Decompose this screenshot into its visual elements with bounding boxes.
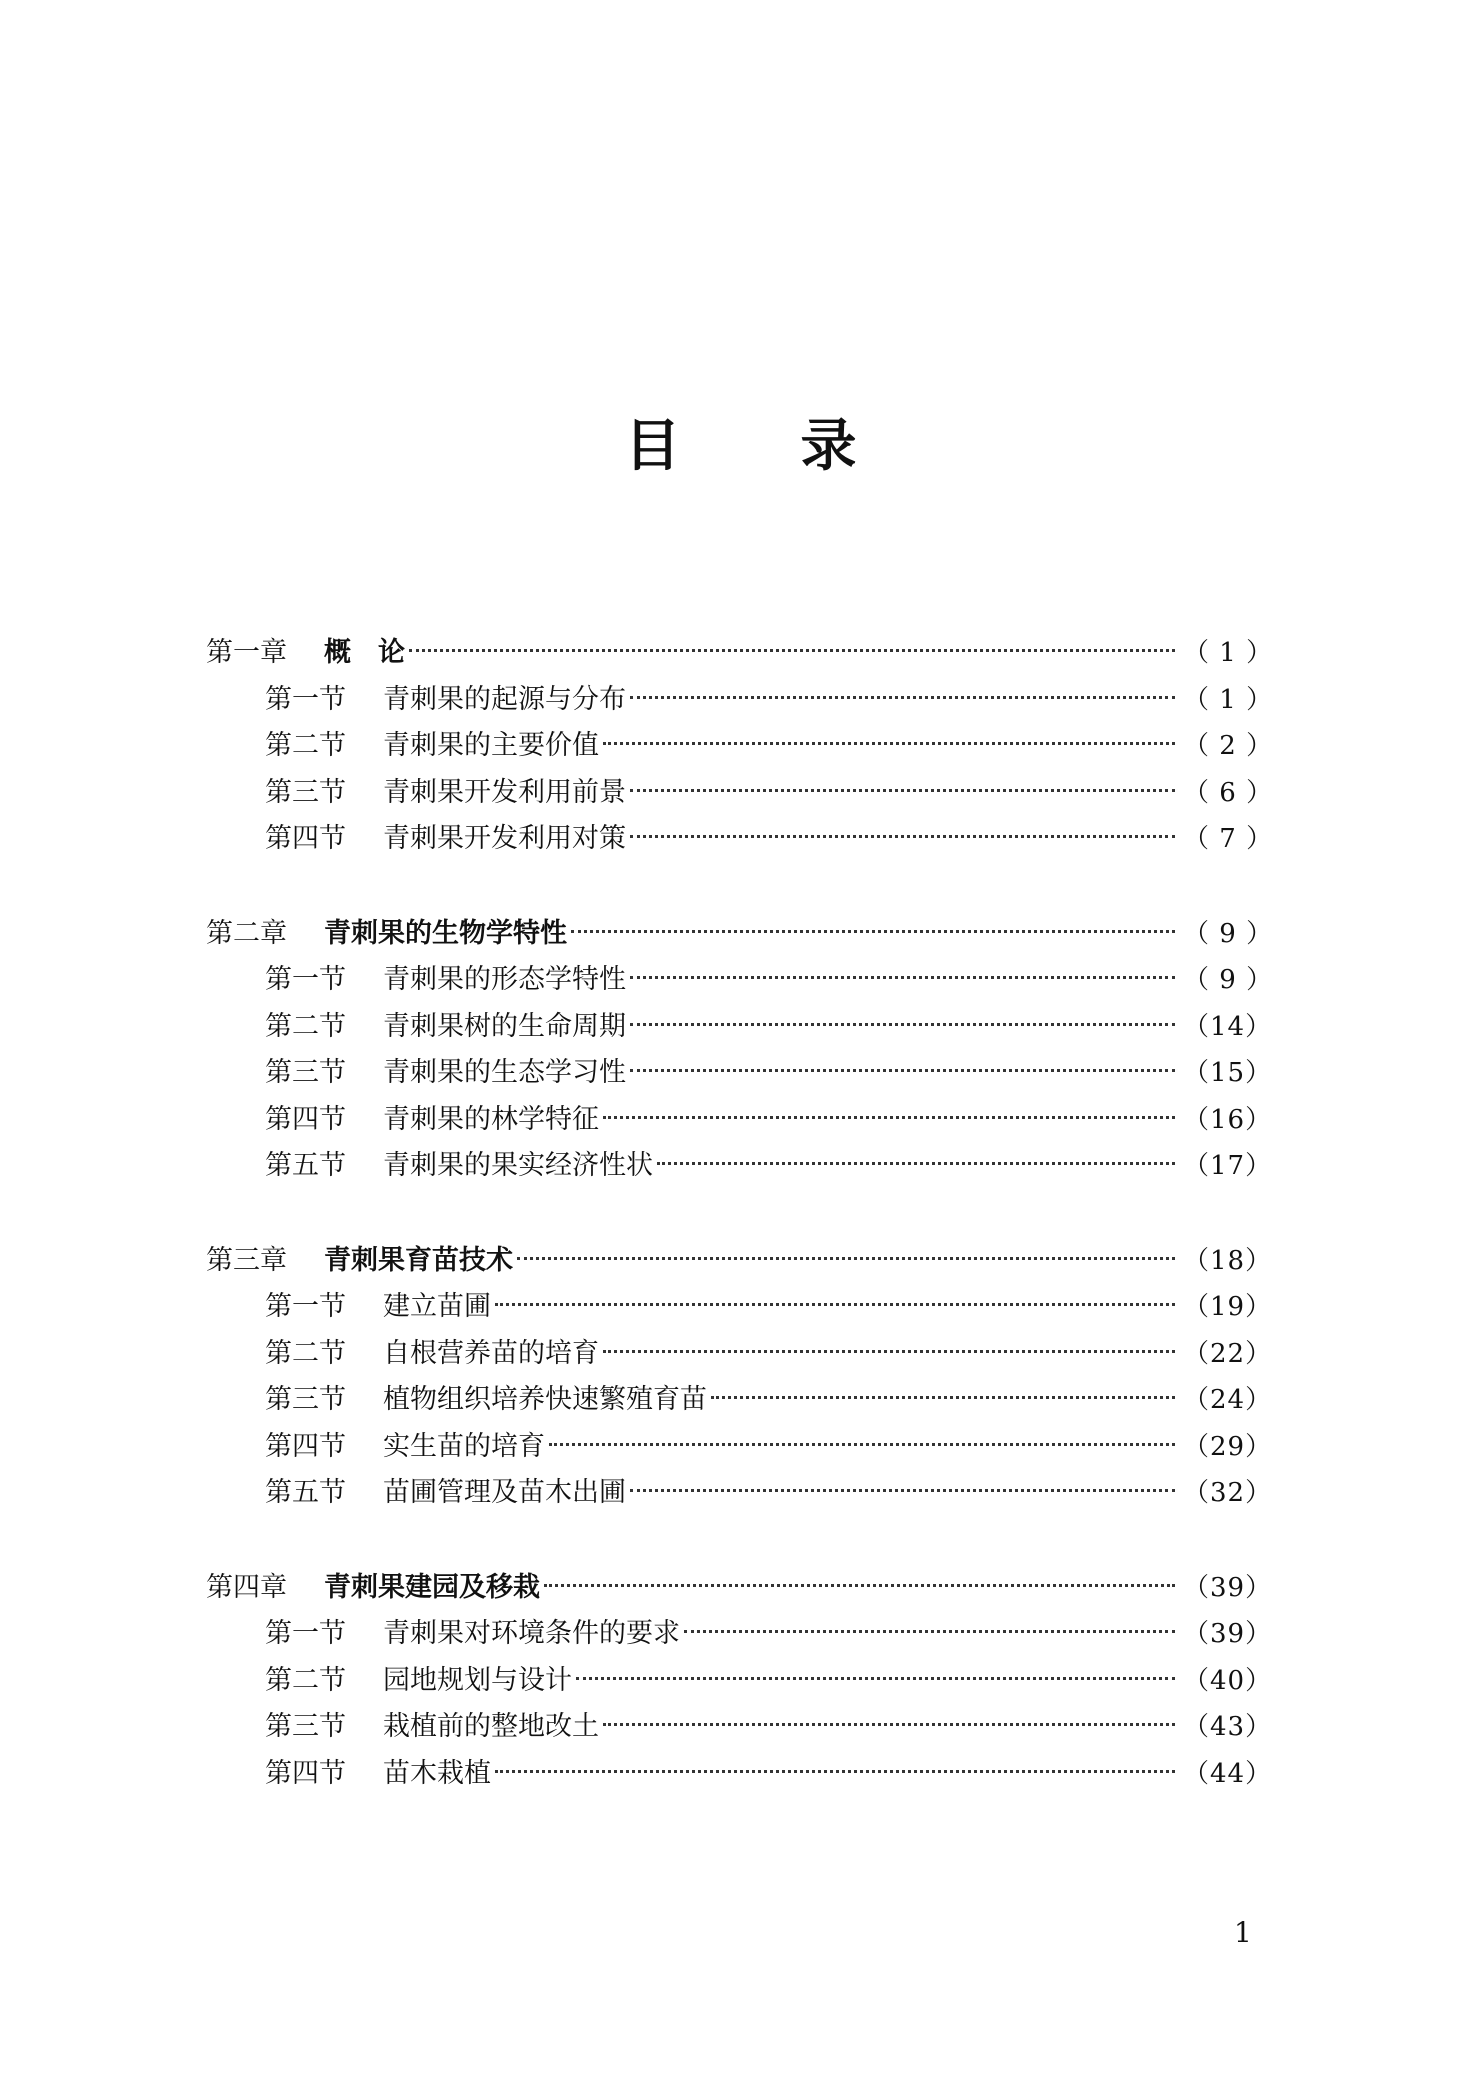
chapter-title: 青刺果育苗技术 [324,1244,513,1276]
dot-leader [711,1396,1175,1399]
section-number: 第一节 [265,1291,346,1322]
toc-chapter-entry[interactable] [206,1238,1273,1285]
toc-section-entry[interactable] [206,1331,1273,1378]
section-page: （ 1 ） [1183,684,1274,715]
section-title: 青刺果开发利用对策 [383,823,626,854]
dot-leader [603,742,1175,745]
chapter-title: 青刺果的生物学特性 [324,917,567,949]
section-page: （40） [1183,1665,1273,1696]
section-page: （44） [1183,1758,1273,1789]
chapter-page: （ 9 ） [1183,918,1274,949]
toc-chapter-3 [206,1238,1273,1517]
dot-leader [630,1023,1175,1026]
section-page: （ 7 ） [1183,824,1274,854]
toc-section-entry[interactable] [206,1658,1273,1705]
section-title: 青刺果的主要价值 [383,730,599,761]
chapter-number: 第四章 [206,1571,287,1603]
dot-leader [630,1489,1175,1492]
title-char-1: 目 [624,414,681,479]
section-title: 苗木栽植 [383,1757,491,1789]
toc-section-entry[interactable] [206,1050,1273,1097]
dot-leader [603,1116,1175,1119]
section-title: 青刺果开发利用前景 [383,776,626,808]
chapter-page: （18） [1183,1245,1273,1276]
toc-section-entry[interactable] [206,957,1274,1004]
section-number: 第一节 [265,964,346,995]
section-title: 青刺果的起源与分布 [383,683,626,715]
section-number: 第四节 [265,823,346,854]
dot-leader [495,1303,1175,1306]
section-page: （15） [1183,1058,1273,1088]
dot-leader [576,1677,1175,1680]
page-number: 1 [1234,1916,1252,1949]
toc-section-entry[interactable] [206,1611,1273,1658]
toc-section-entry[interactable] [206,770,1274,817]
toc-chapter-1 [206,630,1274,863]
section-number: 第一节 [265,1618,346,1649]
section-title: 青刺果的形态学特性 [383,964,626,995]
section-number: 第二节 [265,1337,346,1369]
section-page: （24） [1183,1385,1273,1415]
section-number: 第三节 [265,776,346,808]
section-number: 第二节 [265,730,346,761]
chapter-number: 第一章 [206,637,287,668]
section-page: （39） [1183,1619,1273,1649]
dot-leader [603,1723,1175,1726]
section-title: 青刺果树的生命周期 [383,1010,626,1042]
section-number: 第五节 [265,1150,346,1181]
section-title: 青刺果的生态学习性 [383,1057,626,1088]
chapter-title: 青刺果建园及移栽 [324,1571,540,1603]
toc-chapter-entry[interactable] [206,911,1274,958]
section-number: 第三节 [265,1384,346,1415]
dot-leader [630,976,1175,979]
section-number: 第四节 [265,1103,346,1135]
toc-section-entry[interactable] [206,1751,1273,1798]
chapter-title: 概 论 [324,637,405,668]
section-page: （14） [1183,1011,1273,1042]
toc-section-entry[interactable] [206,1143,1273,1190]
dot-leader [630,1069,1175,1072]
section-title: 青刺果对环境条件的要求 [383,1618,680,1649]
toc-section-entry[interactable] [206,1097,1273,1144]
section-title: 实生苗的培育 [383,1430,545,1462]
toc-section-entry[interactable] [206,1004,1273,1051]
dot-leader [603,1350,1175,1353]
section-number: 第二节 [265,1664,346,1696]
toc-section-entry[interactable] [206,1377,1273,1424]
toc-section-entry[interactable] [206,1470,1273,1517]
section-title: 栽植前的整地改土 [383,1711,599,1742]
section-title: 植物组织培养快速繁殖育苗 [383,1384,707,1415]
title-char-2: 录 [800,414,857,479]
dot-leader [657,1162,1175,1165]
dot-leader [630,696,1175,699]
section-number: 第四节 [265,1757,346,1789]
toc-section-entry[interactable] [206,723,1274,770]
dot-leader [549,1443,1175,1446]
chapter-page: （ 1 ） [1183,638,1274,668]
section-number: 第三节 [265,1057,346,1088]
section-number: 第二节 [265,1010,346,1042]
toc-section-entry[interactable] [206,677,1274,724]
section-title: 自根营养苗的培育 [383,1337,599,1369]
toc-section-entry[interactable] [206,1284,1273,1331]
toc-section-entry[interactable] [206,1704,1273,1751]
section-title: 青刺果的林学特征 [383,1103,599,1135]
section-title: 园地规划与设计 [383,1664,572,1696]
section-page: （ 2 ） [1183,731,1274,761]
dot-leader [544,1584,1175,1587]
section-page: （29） [1183,1431,1273,1462]
dot-leader [571,930,1175,933]
dot-leader [630,789,1175,792]
section-page: （32） [1183,1478,1273,1508]
dot-leader [409,649,1175,652]
dot-leader [495,1770,1175,1773]
dot-leader [517,1257,1175,1260]
section-page: （16） [1183,1104,1273,1135]
dot-leader [684,1630,1175,1633]
toc-chapter-2 [206,911,1274,1190]
toc-chapter-4 [206,1565,1273,1798]
toc-chapter-entry[interactable] [206,1565,1273,1612]
table-of-contents [206,630,1274,1845]
section-page: （ 9 ） [1183,965,1274,995]
section-page: （19） [1183,1292,1273,1322]
section-number: 第四节 [265,1430,346,1462]
section-number: 第五节 [265,1477,346,1508]
section-page: （ 6 ） [1183,777,1274,808]
section-number: 第三节 [265,1711,346,1742]
chapter-number: 第三章 [206,1244,287,1276]
section-title: 建立苗圃 [383,1291,491,1322]
section-number: 第一节 [265,683,346,715]
toc-section-entry[interactable] [206,816,1274,863]
chapter-page: （39） [1183,1572,1273,1603]
page-title [0,412,1481,482]
toc-chapter-entry[interactable] [206,630,1274,677]
chapter-number: 第二章 [206,917,287,949]
section-page: （22） [1183,1338,1273,1369]
section-title: 青刺果的果实经济性状 [383,1150,653,1181]
section-page: （43） [1183,1712,1273,1742]
section-title: 苗圃管理及苗木出圃 [383,1477,626,1508]
toc-section-entry[interactable] [206,1424,1273,1471]
section-page: （17） [1183,1151,1273,1181]
dot-leader [630,835,1175,838]
